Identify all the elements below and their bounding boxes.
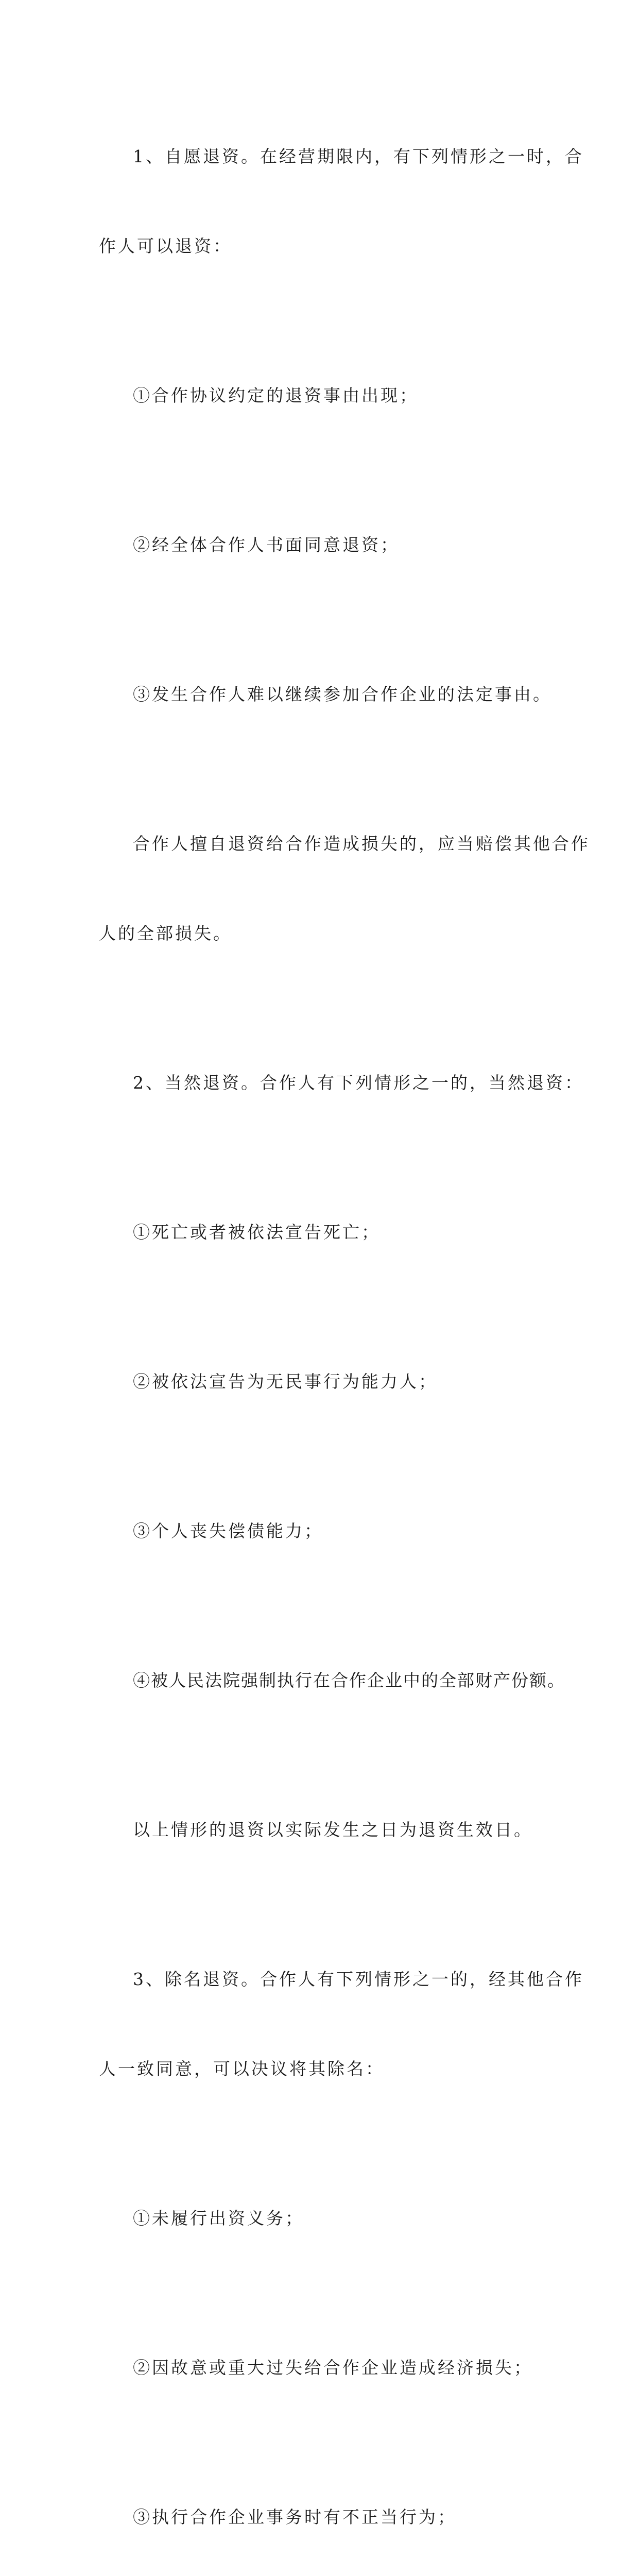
list-item	[99, 1456, 547, 1606]
text-line: 3、除名退资。合作人有下列情形之一的，经其他合作	[133, 1969, 584, 1989]
list-item	[99, 470, 547, 620]
text-line: ①未履行出资义务；	[133, 2208, 304, 2228]
list-item	[99, 2293, 547, 2443]
text-line: ③发生合作人难以继续参加合作企业的法定事由。	[133, 684, 552, 704]
document-body	[99, 82, 590, 2576]
text-line: 合作人擅自退资给合作造成损失的，应当赔偿其他合作	[133, 834, 590, 854]
list-item	[99, 1606, 565, 1755]
list-item	[99, 620, 552, 769]
list-item	[99, 2443, 547, 2576]
text-line: ①合作协议约定的退资事由出现；	[133, 385, 419, 405]
list-item	[99, 2144, 547, 2293]
list-item	[99, 1158, 547, 1307]
text-line: 人的全部损失。	[99, 923, 232, 943]
text-line: ②因故意或重大过失给合作企业造成经济损失；	[133, 2358, 533, 2378]
paragraph-voluntary-withdrawal	[99, 82, 584, 321]
text-line: ③执行合作企业事务时有不正当行为；	[133, 2507, 457, 2527]
text-line: 以上情形的退资以实际发生之日为退资生效日。	[133, 1820, 533, 1840]
text-line: ②经全体合作人书面同意退资；	[133, 535, 400, 555]
text-line: ①死亡或者被依法宣告死亡；	[133, 1222, 381, 1242]
text-line: 1、自愿退资。在经营期限内，有下列情形之一时，合	[133, 146, 584, 166]
paragraph-effective-date	[99, 1755, 547, 1905]
text-line: ④被人民法院强制执行在合作企业中的全部财产份额。	[133, 1670, 565, 1690]
paragraph-compensation	[99, 769, 590, 1008]
list-item	[99, 1307, 547, 1456]
text-line: 2、当然退资。合作人有下列情形之一的，当然退资：	[133, 1073, 584, 1093]
text-line: 人一致同意，可以决议将其除名：	[99, 2059, 385, 2079]
paragraph-expulsion-withdrawal	[99, 1905, 584, 2144]
text-line: 作人可以退资：	[99, 236, 232, 256]
text-line: ③个人丧失偿债能力；	[133, 1521, 323, 1541]
text-line: ②被依法宣告为无民事行为能力人；	[133, 1371, 438, 1392]
list-item	[99, 321, 547, 470]
paragraph-automatic-withdrawal	[99, 1008, 584, 1158]
